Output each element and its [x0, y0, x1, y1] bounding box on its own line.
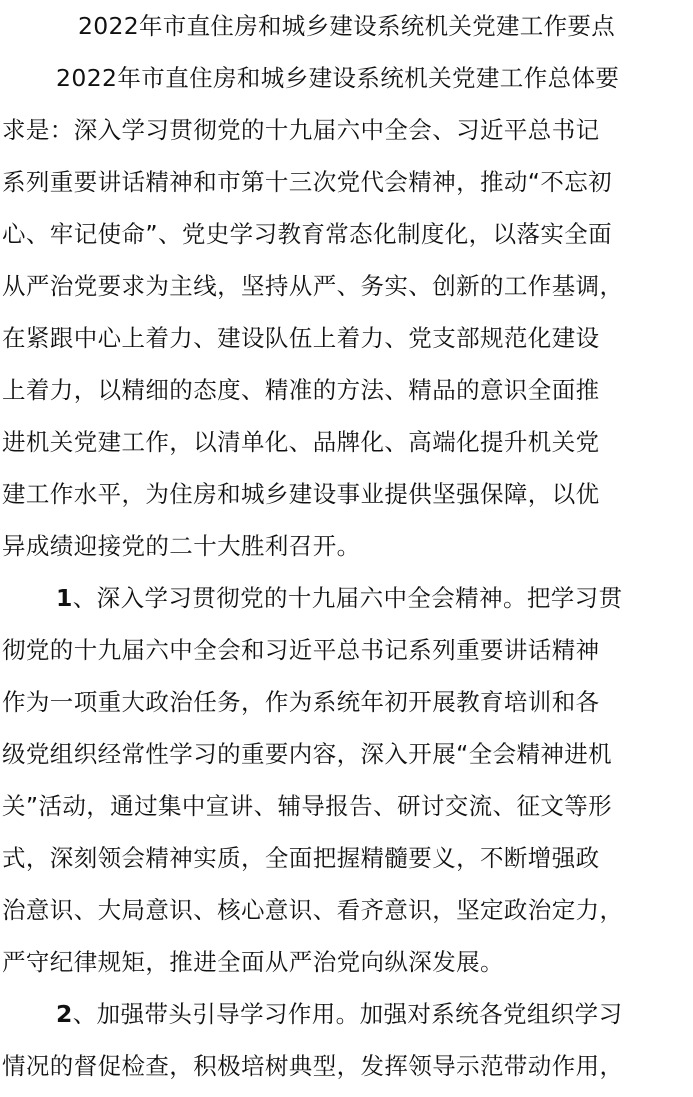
intro-line: 在紧跟中心上着力、建设队伍上着力、党支部规范化建设 — [2, 324, 600, 352]
intro-line: 进机关党建工作，以清单化、品牌化、高端化提升机关党 — [2, 428, 600, 456]
intro-line: 求是：深入学习贯彻党的十九届六中全会、习近平总书记 — [2, 116, 600, 144]
section-1-line: 式，深刻领会精神实质，全面把握精髓要义，不断增强政 — [2, 844, 600, 872]
section-1-first-line-text: 、深入学习贯彻党的十九届六中全会精神。把学习贯 — [72, 584, 623, 612]
intro-line: 建工作水平，为住房和城乡建设事业提供坚强保障，以优 — [2, 480, 600, 508]
section-1-line: 严守纪律规矩，推进全面从严治党向纵深发展。 — [2, 948, 504, 976]
section-2-heading-line — [56, 988, 692, 1040]
intro-line: 心、牢记使命”、党史学习教育常态化制度化，以落实全面 — [2, 220, 613, 248]
section-2-number: 2 — [56, 1000, 73, 1028]
section-1-number: 1 — [56, 584, 73, 612]
section-1-line: 关”活动，通过集中宣讲、辅导报告、研讨交流、征文等形 — [2, 792, 613, 820]
section-1-line: 作为一项重大政治任务，作为系统年初开展教育培训和各 — [2, 688, 600, 716]
section-1-heading-line — [56, 572, 692, 624]
section-1-line: 彻党的十九届六中全会和习近平总书记系列重要讲话精神 — [2, 636, 600, 664]
intro-line: 异成绩迎接党的二十大胜利召开。 — [2, 532, 361, 560]
intro-line: 2022年市直住房和城乡建设系统机关党建工作总体要 — [56, 64, 620, 92]
section-2-line: 情况的督促检查，积极培树典型，发挥领导示范带动作用， — [2, 1052, 624, 1080]
intro-line: 从严治党要求为主线，坚持从严、务实、创新的工作基调， — [2, 272, 624, 300]
section-1-line: 治意识、大局意识、核心意识、看齐意识，坚定政治定力， — [2, 896, 624, 924]
document-title: 2022年市直住房和城乡建设系统机关党建工作要点 — [77, 12, 615, 40]
intro-line: 上着力，以精细的态度、精准的方法、精品的意识全面推 — [2, 376, 600, 404]
section-1-line: 级党组织经常性学习的重要内容，深入开展“全会精神进机 — [2, 740, 613, 768]
intro-line: 系列重要讲话精神和市第十三次党代会精神，推动“不忘初 — [2, 168, 613, 196]
section-2-first-line-text: 、加强带头引导学习作用。加强对系统各党组织学习 — [72, 1000, 623, 1028]
